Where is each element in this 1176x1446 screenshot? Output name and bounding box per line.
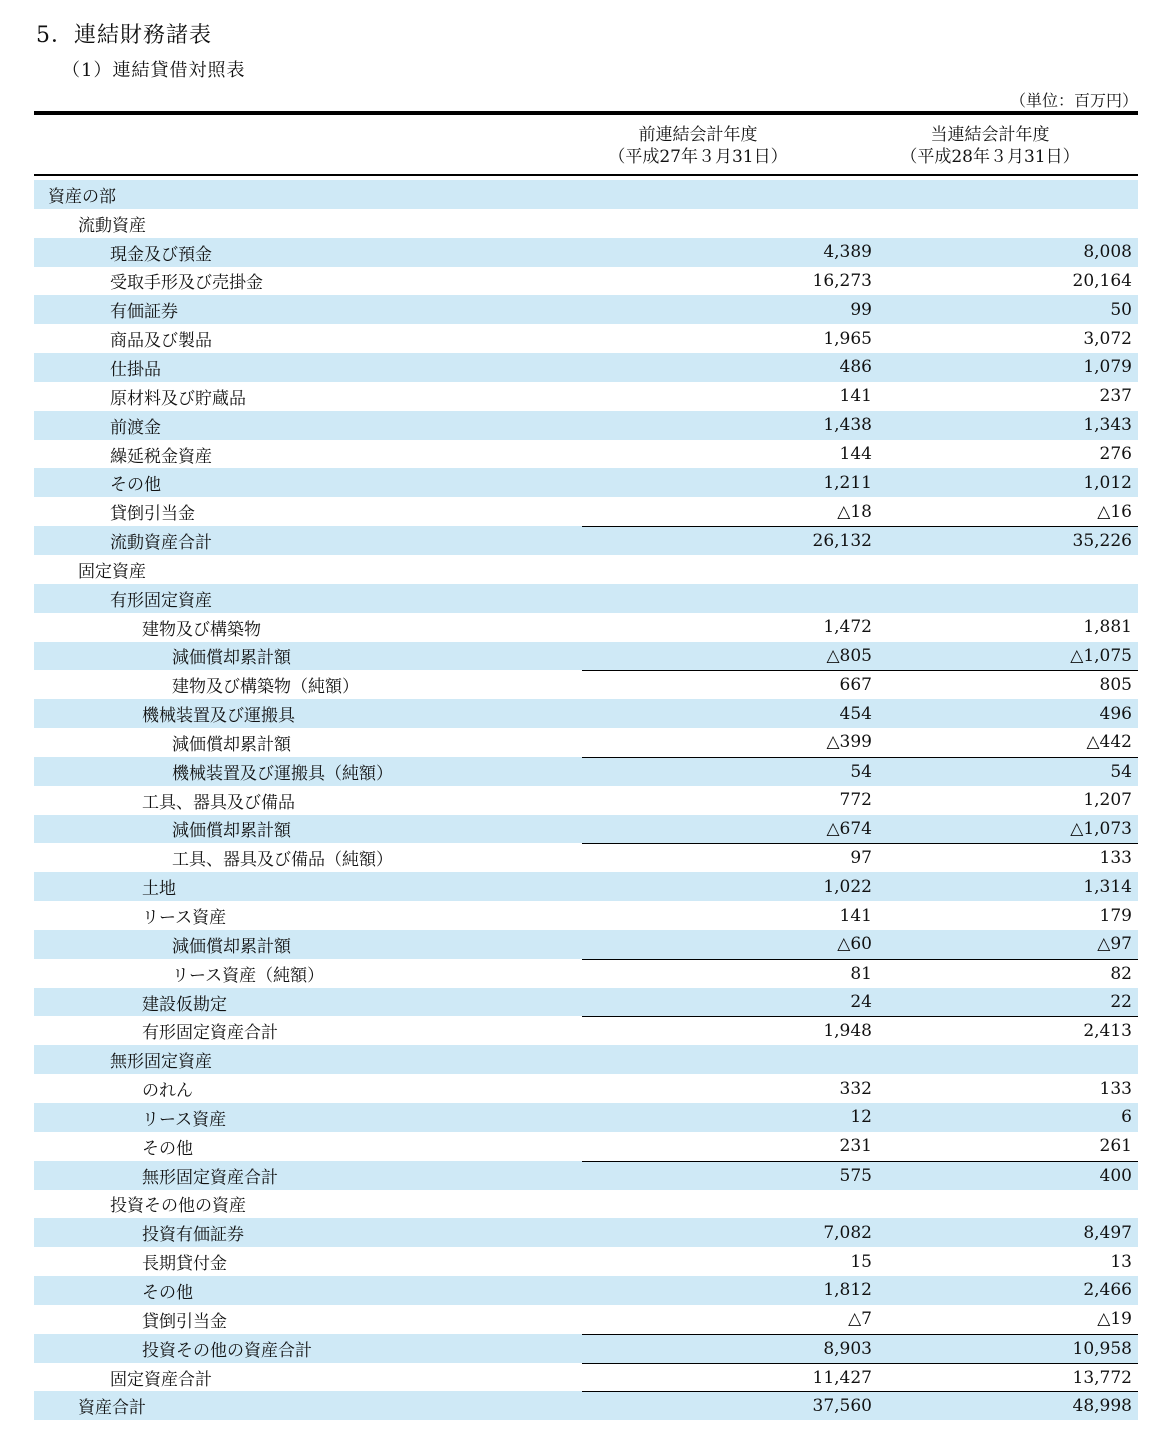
prior-year-value: 141	[839, 386, 872, 407]
current-year-value: 1,207	[1083, 790, 1132, 811]
prior-year-value: 24	[850, 992, 872, 1013]
prior-year-value: 667	[582, 670, 874, 699]
table-row	[34, 324, 1138, 353]
current-year-value: 805	[874, 670, 1138, 699]
unit-note: （単位：百万円）	[1009, 91, 1138, 110]
table-row	[34, 1391, 1138, 1420]
current-year-value: 10,958	[874, 1334, 1138, 1363]
row-label: 商品及び製品	[110, 331, 212, 352]
current-year-value: 6	[1121, 1107, 1132, 1128]
current-year-value: 237	[1099, 386, 1132, 407]
row-label: 減価償却累計額	[172, 821, 291, 842]
prior-year-value: 231	[839, 1136, 872, 1157]
current-year-value: 8,497	[1083, 1222, 1132, 1243]
current-year-value: 8,008	[1083, 242, 1132, 263]
row-label: 投資その他の資産	[110, 1196, 246, 1217]
table-row	[34, 1161, 1138, 1190]
current-year-value: 35,226	[874, 526, 1138, 555]
current-year-value	[874, 555, 1138, 584]
row-label: 投資有価証券	[142, 1225, 244, 1246]
table-row	[34, 1103, 1138, 1132]
row-label: 貸倒引当金	[142, 1311, 227, 1332]
row-label: 減価償却累計額	[172, 734, 291, 755]
row-label: 工具、器具及び備品	[142, 792, 295, 813]
row-label: 有形固定資産合計	[142, 1023, 278, 1044]
prior-year-value: 772	[839, 790, 872, 811]
prior-year-value: 1,438	[823, 415, 872, 436]
prior-year-value: 4,389	[823, 242, 872, 263]
current-year-value: 13	[1110, 1251, 1132, 1272]
table-row	[34, 642, 1138, 671]
table-row	[34, 440, 1138, 469]
table-row	[34, 295, 1138, 324]
table-row	[34, 815, 1138, 844]
current-year-value: 54	[874, 757, 1138, 786]
table-row	[34, 872, 1138, 901]
current-year-value	[874, 209, 1138, 238]
current-year-value: 50	[1110, 299, 1132, 320]
current-year-value: 2,413	[874, 1016, 1138, 1045]
prior-year-value: △805	[826, 645, 872, 666]
row-label: 固定資産合計	[110, 1369, 212, 1390]
table-row	[34, 1218, 1138, 1247]
column-header-prior-date: （平成27年３月31日）	[608, 147, 788, 167]
prior-year-value: 1,812	[823, 1280, 872, 1301]
prior-year-value	[582, 180, 874, 209]
row-label: 建物及び構築物（純額）	[172, 677, 359, 698]
prior-year-value: 54	[582, 757, 874, 786]
table-row	[34, 1132, 1138, 1161]
current-year-value	[874, 584, 1138, 613]
prior-year-value	[582, 209, 874, 238]
prior-year-value: 8,903	[582, 1334, 874, 1363]
current-year-value: 22	[1110, 992, 1132, 1013]
table-row	[34, 584, 1138, 613]
row-label: 機械装置及び運搬具（純額）	[172, 763, 393, 784]
column-header-current	[840, 124, 1140, 168]
prior-year-value: 1,965	[823, 328, 872, 349]
prior-year-value: △60	[837, 934, 872, 955]
table-row	[34, 1190, 1138, 1219]
row-label: リース資産（純額）	[172, 965, 325, 986]
prior-year-value: 26,132	[582, 526, 874, 555]
prior-year-value: △7	[848, 1309, 872, 1330]
current-year-value: △19	[1097, 1309, 1132, 1330]
table-row	[34, 180, 1138, 209]
row-label: 工具、器具及び備品（純額）	[172, 850, 393, 871]
prior-year-value: 1,022	[823, 876, 872, 897]
prior-year-value: 81	[582, 959, 874, 988]
table-row	[34, 238, 1138, 267]
row-label: 貸倒引当金	[110, 504, 195, 525]
table-row	[34, 353, 1138, 382]
prior-year-value: 97	[582, 843, 874, 872]
prior-year-value: △399	[826, 732, 872, 753]
current-year-value: 261	[1099, 1136, 1132, 1157]
row-label: 繰延税金資産	[110, 446, 212, 467]
subsection-title: （1）連結貸借対照表	[62, 60, 246, 81]
table-row	[34, 382, 1138, 411]
current-year-value: 1,012	[1083, 472, 1132, 493]
prior-year-value: 486	[839, 357, 872, 378]
table-row	[34, 988, 1138, 1017]
table-row	[34, 1363, 1138, 1392]
prior-year-value: 7,082	[823, 1222, 872, 1243]
table-row	[34, 757, 1138, 786]
current-year-value: 13,772	[874, 1363, 1138, 1392]
prior-year-value: △18	[837, 501, 872, 522]
row-label: 減価償却累計額	[172, 936, 291, 957]
row-label: リース資産	[142, 908, 227, 929]
prior-year-value: 37,560	[582, 1391, 874, 1420]
current-year-value	[874, 1045, 1138, 1074]
current-year-value	[874, 180, 1138, 209]
row-label: 流動資産合計	[110, 533, 212, 554]
table-row	[34, 1016, 1138, 1045]
current-year-value: 1,343	[1083, 415, 1132, 436]
current-year-value: 1,881	[1083, 617, 1132, 638]
prior-year-value: 575	[582, 1161, 874, 1190]
row-label: 土地	[142, 879, 176, 900]
row-label: 仕掛品	[110, 359, 161, 380]
row-label: 資産の部	[48, 186, 116, 207]
table-row	[34, 786, 1138, 815]
row-label: 資産合計	[78, 1398, 146, 1419]
table-row	[34, 1276, 1138, 1305]
current-year-value: 2,466	[1083, 1280, 1132, 1301]
table-row	[34, 497, 1138, 526]
table-row	[34, 555, 1138, 584]
column-header-current-label: 当連結会計年度	[930, 125, 1050, 145]
table-row	[34, 843, 1138, 872]
table-row	[34, 699, 1138, 728]
row-label: 無形固定資産合計	[142, 1167, 278, 1188]
current-year-value: 48,998	[874, 1391, 1138, 1420]
table-row	[34, 613, 1138, 642]
prior-year-value	[582, 1190, 874, 1219]
column-header-current-date: （平成28年３月31日）	[900, 147, 1080, 167]
current-year-value: 3,072	[1083, 328, 1132, 349]
table-row	[34, 728, 1138, 757]
table-row	[34, 901, 1138, 930]
header-rule	[34, 174, 1138, 176]
row-label: のれん	[142, 1081, 193, 1102]
table-row	[34, 1247, 1138, 1276]
prior-year-value: 141	[839, 905, 872, 926]
current-year-value: △1,073	[1070, 818, 1132, 839]
balance-sheet-table	[34, 180, 1138, 1420]
prior-year-value	[582, 1045, 874, 1074]
row-label: その他	[142, 1138, 193, 1159]
current-year-value: 400	[874, 1161, 1138, 1190]
prior-year-value: 1,211	[823, 472, 872, 493]
prior-year-value: 15	[850, 1251, 872, 1272]
row-label: 減価償却累計額	[172, 648, 291, 669]
current-year-value: 133	[874, 843, 1138, 872]
current-year-value: 496	[1099, 703, 1132, 724]
table-row	[34, 1045, 1138, 1074]
current-year-value: 1,314	[1083, 876, 1132, 897]
prior-year-value: 99	[850, 299, 872, 320]
row-label: 固定資産	[78, 561, 146, 582]
current-year-value: 276	[1099, 444, 1132, 465]
current-year-value: 133	[1099, 1078, 1132, 1099]
column-header-prior-label: 前連結会計年度	[638, 125, 758, 145]
prior-year-value: 11,427	[582, 1363, 874, 1392]
row-label: 有価証券	[110, 302, 178, 323]
table-row	[34, 670, 1138, 699]
column-header-prior	[548, 124, 848, 168]
row-label: 建物及び構築物	[142, 619, 261, 640]
row-label: その他	[142, 1282, 193, 1303]
table-row	[34, 959, 1138, 988]
table-row	[34, 1305, 1138, 1334]
prior-year-value: 144	[839, 444, 872, 465]
prior-year-value: 1,948	[582, 1016, 874, 1045]
prior-year-value: 12	[850, 1107, 872, 1128]
section-title: 5．連結財務諸表	[36, 23, 212, 48]
prior-year-value: 16,273	[812, 270, 872, 291]
current-year-value: △97	[1097, 934, 1132, 955]
current-year-value	[874, 1190, 1138, 1219]
table-row	[34, 526, 1138, 555]
row-label: 受取手形及び売掛金	[110, 273, 263, 294]
row-label: 有形固定資産	[110, 590, 212, 611]
table-row	[34, 468, 1138, 497]
row-label: 投資その他の資産合計	[142, 1340, 312, 1361]
current-year-value: △16	[1097, 501, 1132, 522]
current-year-value: △1,075	[1070, 645, 1132, 666]
row-label: 現金及び預金	[110, 244, 212, 265]
current-year-value: 82	[874, 959, 1138, 988]
row-label: 長期貸付金	[142, 1254, 227, 1275]
table-row	[34, 209, 1138, 238]
current-year-value: 1,079	[1083, 357, 1132, 378]
table-row	[34, 1074, 1138, 1103]
current-year-value: 179	[1099, 905, 1132, 926]
table-row	[34, 1334, 1138, 1363]
row-label: その他	[110, 475, 161, 496]
top-rule	[34, 111, 1138, 115]
row-label: 前渡金	[110, 417, 161, 438]
prior-year-value: 454	[839, 703, 872, 724]
prior-year-value: 332	[839, 1078, 872, 1099]
prior-year-value	[582, 584, 874, 613]
row-label: 建設仮勘定	[142, 994, 227, 1015]
table-row	[34, 267, 1138, 296]
prior-year-value: △674	[826, 818, 872, 839]
current-year-value: 20,164	[1072, 270, 1132, 291]
current-year-value: △442	[1086, 732, 1132, 753]
row-label: 流動資産	[78, 215, 146, 236]
table-row	[34, 930, 1138, 959]
row-label: 機械装置及び運搬具	[142, 706, 295, 727]
row-label: 原材料及び貯蔵品	[110, 388, 246, 409]
row-label: リース資産	[142, 1109, 227, 1130]
row-label: 無形固定資産	[110, 1052, 212, 1073]
prior-year-value: 1,472	[823, 617, 872, 638]
table-row	[34, 411, 1138, 440]
prior-year-value	[582, 555, 874, 584]
